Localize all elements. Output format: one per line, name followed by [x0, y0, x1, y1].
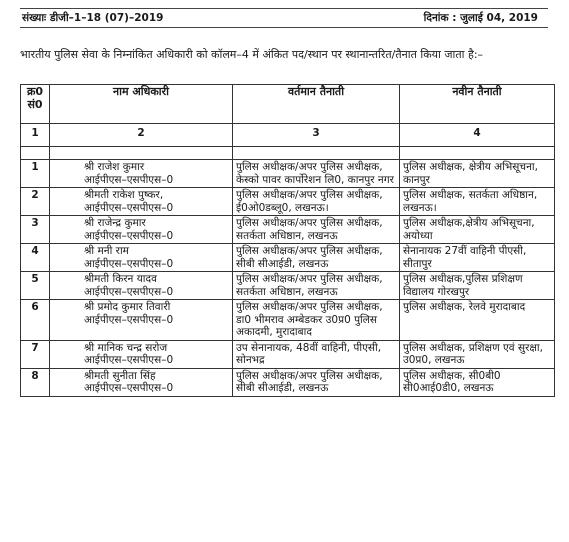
serial-cell: [21, 272, 50, 300]
table-row: [21, 244, 555, 272]
serial-cell: [21, 244, 50, 272]
officer-name: श्री राजेश कुमार: [84, 161, 145, 173]
current-posting-cell: [233, 244, 400, 272]
officer-service: आईपीएस–एसपीएस–0: [84, 285, 174, 298]
current-posting-cell: [233, 272, 400, 300]
table-row: [21, 272, 555, 300]
serial-number: 3: [31, 217, 39, 229]
officer-cell: [50, 272, 233, 300]
current-posting: पुलिस अधीक्षक/अपर पुलिस अधीक्षक, ई0ओ0डब्लू0, लखनऊ।: [236, 189, 383, 214]
new-posting: पुलिस अधीक्षक, प्रशिक्षण एवं सुरक्षा, उ0प्र0, लखनऊ: [403, 341, 543, 366]
officer-name: श्रीमती सुनीता सिंह: [84, 369, 156, 382]
serial-number: 2: [31, 189, 39, 201]
officer-name: श्री राजेन्द्र कुमार: [84, 217, 146, 229]
new-posting: पुलिस अधीक्षक, रेलवे मुरादाबाद: [403, 301, 526, 313]
officer-service: आईपीएस–एसपीएस–0: [84, 173, 174, 186]
current-posting: पुलिस अधीक्षक/अपर पुलिस अधीक्षक, सीबी सीआईडी, लखनऊ: [236, 369, 383, 394]
col-number: 3: [233, 124, 400, 147]
serial-cell: [21, 160, 50, 188]
officer-service: आईपीएस–एसपीएस–0: [84, 201, 174, 214]
officer-service: आईपीएस–एसपीएस–0: [84, 382, 174, 394]
current-posting: उप सेनानायक, 48वीं वाहिनी, पीएसी, सोनभद्र: [236, 341, 382, 366]
new-posting-cell: [400, 216, 555, 244]
current-posting-cell: [233, 160, 400, 188]
reference-number: संख्याः डीजी–1–18 (07)–2019: [22, 12, 164, 24]
table-row: [21, 300, 555, 341]
officer-name: श्री मनी राम: [84, 245, 129, 257]
header-new-posting: नवीन तैनाती: [400, 85, 555, 124]
new-posting-cell: [400, 188, 555, 216]
new-posting: पुलिस अधीक्षक, क्षेत्रीय अभिसूचना, कानपुर: [403, 161, 538, 186]
new-posting: पुलिस अधीक्षक,क्षेत्रीय अभिसूचना, अयोध्या: [403, 217, 535, 242]
header-current-posting: वर्तमान तैनाती: [233, 85, 400, 124]
officer-cell: [50, 340, 233, 368]
officer-name: श्री प्रमोद कुमार तिवारी: [84, 301, 171, 313]
serial-number: 8: [31, 369, 39, 382]
current-posting: पुलिस अधीक्षक/अपर पुलिस अधीक्षक, सीबी सीआईडी, लखनऊ: [236, 245, 383, 270]
officer-service: आईपीएस–एसपीएस–0: [84, 229, 174, 242]
current-posting: पुलिस अधीक्षक/अपर पुलिस अधीक्षक, केस्को पावर कार्पोरेशन लि0, कानपुर नगर: [236, 161, 394, 186]
table-row: [21, 160, 555, 188]
new-posting: पुलिस अधीक्षक, सी0बी0 सी0आई0डी0, लखनऊ: [403, 369, 501, 394]
new-posting: पुलिस अधीक्षक, सतर्कता अधिष्ठान, लखनऊ।: [403, 189, 538, 214]
intro-paragraph: भारतीय पुलिस सेवा के निम्नांकित अधिकारी को कॉलम–4 में अंकित पद/स्थान पर स्थानान्तरित/तैनात किया जाता है:–: [20, 48, 484, 61]
officer-name: श्री मानिक चन्द्र सरोज: [84, 341, 168, 354]
table-row: [21, 340, 555, 368]
document-header: [20, 8, 548, 28]
officer-name: श्रीमती किरन यादव: [84, 273, 157, 285]
serial-number: 6: [31, 301, 39, 313]
officer-cell: [50, 216, 233, 244]
serial-number: 4: [31, 245, 39, 257]
table-row: [21, 188, 555, 216]
current-posting: पुलिस अधीक्षक/अपर पुलिस अधीक्षक, सतर्कता अधिष्ठान, लखनऊ: [236, 217, 383, 242]
table-row: [21, 216, 555, 244]
officer-cell: [50, 300, 233, 341]
new-posting-cell: [400, 272, 555, 300]
col-number: 1: [21, 124, 50, 147]
officer-service: आईपीएस–एसपीएस–0: [84, 257, 174, 270]
current-posting: पुलिस अधीक्षक/अपर पुलिस अधीक्षक, डा0 भीमराव अम्बेडकर उ0प्र0 पुलिस अकादमी, मुरादाबाद: [236, 301, 383, 338]
table-row: [21, 368, 555, 396]
header-serial: क्र0 सं0: [21, 85, 50, 124]
serial-cell: [21, 188, 50, 216]
new-posting-cell: [400, 340, 555, 368]
col-number: 2: [50, 124, 233, 147]
current-posting-cell: [233, 340, 400, 368]
transfer-table: [20, 84, 555, 397]
serial-cell: [21, 368, 50, 396]
current-posting-cell: [233, 216, 400, 244]
serial-cell: [21, 340, 50, 368]
document-date: दिनांक : जुलाई 04, 2019: [423, 12, 538, 24]
header-officer-name: नाम अधिकारी: [50, 85, 233, 124]
table-header-row: [21, 85, 555, 124]
table-spacer: [21, 147, 555, 160]
officer-cell: [50, 160, 233, 188]
serial-number: 7: [31, 341, 39, 354]
serial-number: 1: [31, 161, 39, 173]
new-posting: पुलिस अधीक्षक,पुलिस प्रशिक्षण विद्यालय गोरखपुर: [403, 273, 523, 298]
current-posting: पुलिस अधीक्षक/अपर पुलिस अधीक्षक, सतर्कता अधिष्ठान, लखनऊ: [236, 273, 383, 298]
new-posting-cell: [400, 160, 555, 188]
officer-cell: [50, 368, 233, 396]
officer-name: श्रीमती राकेश पुष्कर,: [84, 189, 164, 201]
officer-cell: [50, 244, 233, 272]
serial-cell: [21, 216, 50, 244]
new-posting-cell: [400, 244, 555, 272]
officer-cell: [50, 188, 233, 216]
current-posting-cell: [233, 188, 400, 216]
new-posting-cell: [400, 368, 555, 396]
serial-cell: [21, 300, 50, 341]
new-posting-cell: [400, 300, 555, 341]
current-posting-cell: [233, 368, 400, 396]
officer-service: आईपीएस–एसपीएस–0: [84, 313, 174, 326]
current-posting-cell: [233, 300, 400, 341]
new-posting: सेनानायक 27वीं वाहिनी पीएसी, सीतापुर: [403, 245, 527, 270]
column-number-row: [21, 124, 555, 147]
officer-service: आईपीएस–एसपीएस–0: [84, 354, 174, 366]
serial-number: 5: [31, 273, 39, 285]
col-number: 4: [400, 124, 555, 147]
